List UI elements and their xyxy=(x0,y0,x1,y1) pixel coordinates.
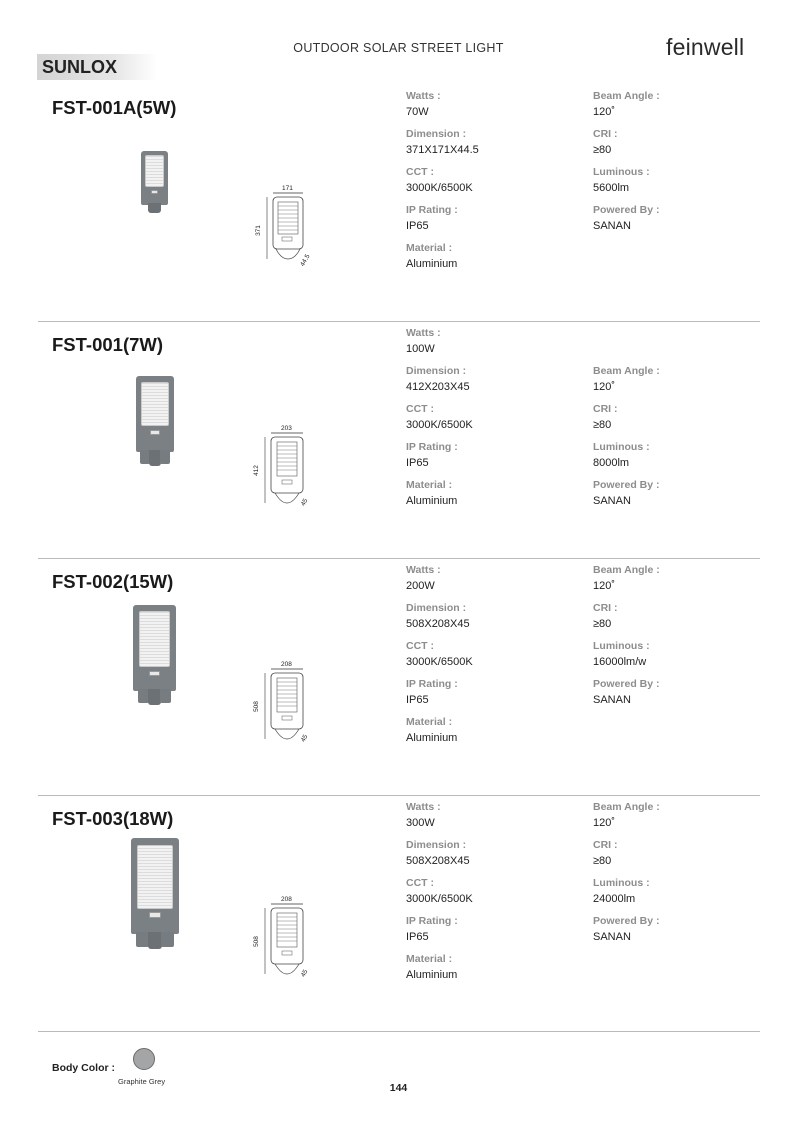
drawing-width: 208 xyxy=(281,896,292,903)
product-photo xyxy=(141,151,168,205)
spec-beam-angle: Beam Angle : 120˚ xyxy=(593,365,660,393)
spec-cct: CCT : 3000K/6500K xyxy=(406,640,473,668)
color-swatch xyxy=(133,1048,155,1070)
technical-drawing xyxy=(255,185,317,277)
color-name: Graphite Grey xyxy=(118,1077,166,1086)
technical-drawing xyxy=(252,896,317,988)
drawing-depth: 45 xyxy=(299,968,310,979)
spec-luminous: Luminous : 24000lm xyxy=(593,877,650,905)
spec-material: Material : Aluminium xyxy=(406,242,458,270)
spec-luminous: Luminous : 8000lm xyxy=(593,441,650,469)
spec-ip-rating: IP Rating : IP65 xyxy=(406,678,458,706)
spec-dimension: Dimension : 371X171X44.5 xyxy=(406,128,479,156)
spec-material: Material : Aluminium xyxy=(406,479,458,507)
body-color-label: Body Color : xyxy=(52,1062,115,1074)
spec-material: Material : Aluminium xyxy=(406,716,458,744)
product-model: FST-002(15W) xyxy=(52,571,174,592)
drawing-depth: 45 xyxy=(299,497,310,508)
section-divider xyxy=(38,1031,760,1032)
spec-ip-rating: IP Rating : IP65 xyxy=(406,204,458,232)
product-photo xyxy=(136,376,174,452)
spec-cri: CRI : ≥80 xyxy=(593,128,618,156)
drawing-height: 508 xyxy=(252,701,260,712)
spec-cri: CRI : ≥80 xyxy=(593,839,618,867)
drawing-depth: 45 xyxy=(299,733,310,744)
spec-powered-by: Powered By : SANAN xyxy=(593,204,660,232)
product-section xyxy=(0,559,797,796)
page-header-title: OUTDOOR SOLAR STREET LIGHT xyxy=(293,41,504,55)
spec-luminous: Luminous : 16000lm/w xyxy=(593,640,650,668)
spec-cct: CCT : 3000K/6500K xyxy=(406,877,473,905)
spec-cri: CRI : ≥80 xyxy=(593,602,618,630)
spec-beam-angle: Beam Angle : 120˚ xyxy=(593,90,660,118)
product-model: FST-001(7W) xyxy=(52,334,164,355)
drawing-height: 412 xyxy=(252,465,260,476)
spec-ip-rating: IP Rating : IP65 xyxy=(406,441,458,469)
spec-dimension: Dimension : 412X203X45 xyxy=(406,365,470,393)
spec-dimension: Dimension : 508X208X45 xyxy=(406,602,470,630)
spec-powered-by: Powered By : SANAN xyxy=(593,915,660,943)
spec-powered-by: Powered By : SANAN xyxy=(593,479,660,507)
spec-material: Material : Aluminium xyxy=(406,953,458,981)
product-section xyxy=(0,796,797,1033)
drawing-width: 208 xyxy=(281,661,292,668)
spec-beam-angle: Beam Angle : 120˚ xyxy=(593,564,660,592)
drawing-width: 203 xyxy=(281,425,292,432)
spec-watts: Watts : 70W xyxy=(406,90,441,118)
technical-drawing xyxy=(252,661,317,753)
drawing-height: 371 xyxy=(254,225,262,236)
product-section xyxy=(0,322,797,559)
spec-cct: CCT : 3000K/6500K xyxy=(406,403,473,431)
product-model: FST-001A(5W) xyxy=(52,97,177,118)
page-number: 144 xyxy=(389,1082,408,1094)
spec-luminous: Luminous : 5600lm xyxy=(593,166,650,194)
brand-name: SUNLOX xyxy=(42,57,118,77)
spec-ip-rating: IP Rating : IP65 xyxy=(406,915,458,943)
spec-watts: Watts : 300W xyxy=(406,801,441,829)
spec-cri: CRI : ≥80 xyxy=(593,403,618,431)
product-section xyxy=(0,85,797,322)
product-photo xyxy=(133,605,176,691)
drawing-depth: 44.5 xyxy=(299,253,312,268)
company-logo: feinwell xyxy=(666,34,745,60)
brand-badge xyxy=(37,54,157,80)
spec-beam-angle: Beam Angle : 120˚ xyxy=(593,801,660,829)
product-model: FST-003(18W) xyxy=(52,808,174,829)
spec-watts: Watts : 200W xyxy=(406,564,441,592)
technical-drawing xyxy=(252,425,317,517)
spec-powered-by: Powered By : SANAN xyxy=(593,678,660,706)
drawing-height: 508 xyxy=(252,936,260,947)
spec-watts: Watts : 100W xyxy=(406,327,441,355)
drawing-width: 171 xyxy=(282,185,293,192)
spec-cct: CCT : 3000K/6500K xyxy=(406,166,473,194)
product-photo xyxy=(131,838,179,934)
spec-dimension: Dimension : 508X208X45 xyxy=(406,839,470,867)
